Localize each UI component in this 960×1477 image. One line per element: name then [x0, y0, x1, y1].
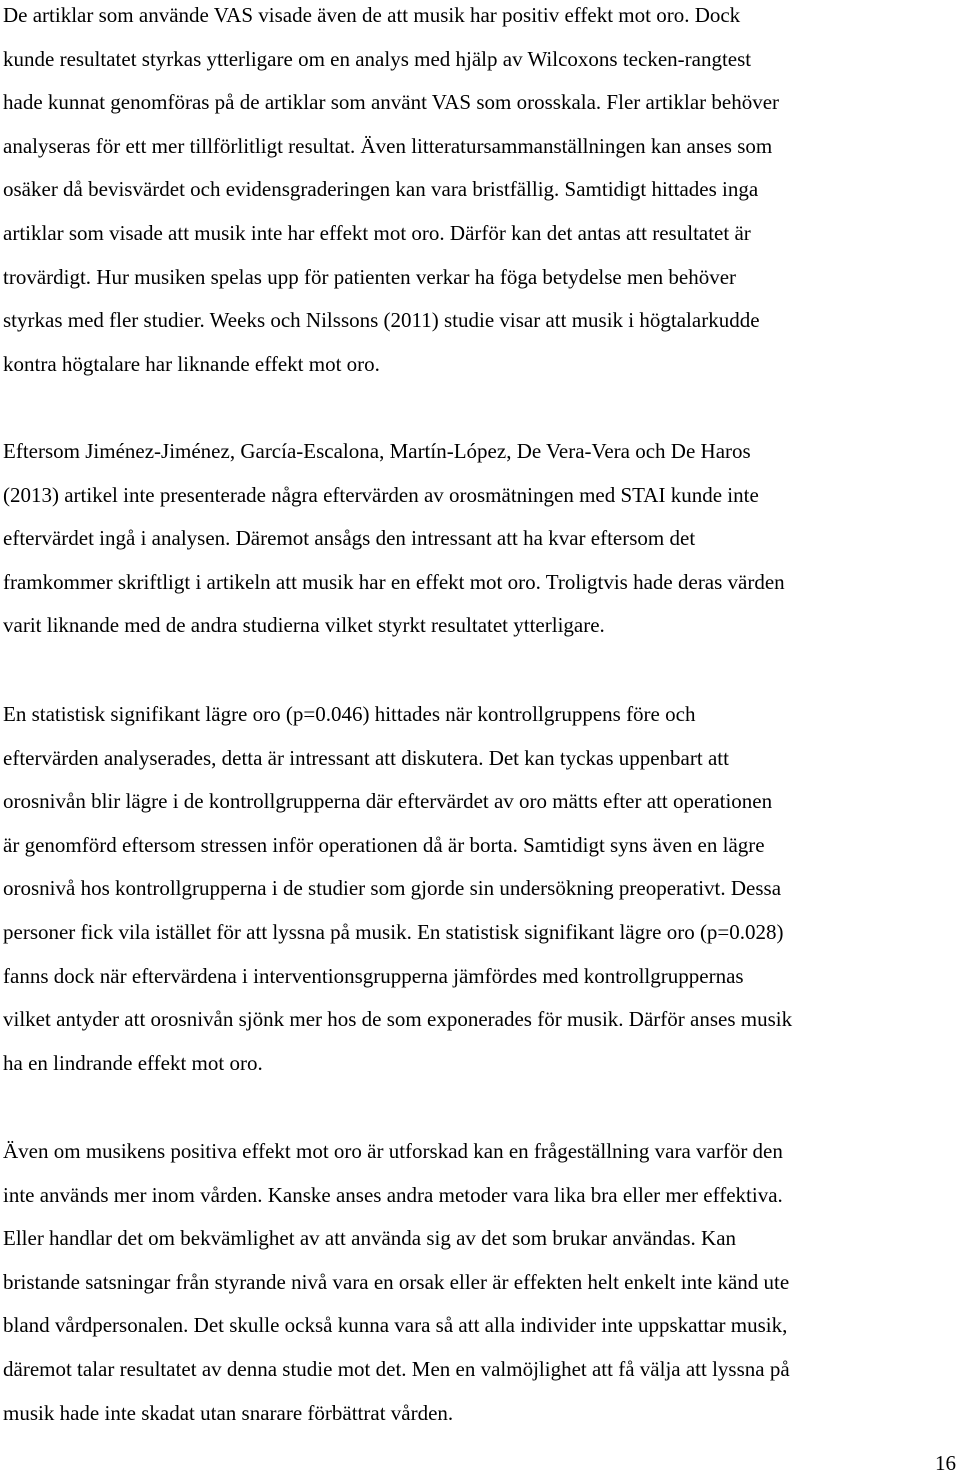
text-line: eftervärdet ingå i analysen. Däremot ansågs den intressant att ha kvar eftersom det — [3, 526, 696, 551]
text-line: osäker då bevisvärdet och evidensgraderingen kan vara bristfällig. Samtidigt hittades inga — [3, 177, 759, 202]
text-line: fanns dock när eftervärdena i interventionsgrupperna jämfördes med kontrollgruppernas — [3, 963, 744, 988]
text-line: orosnivå hos kontrollgrupperna i de studier som gjorde sin undersökning preoperativt. Dessa — [3, 876, 782, 901]
text-line: orosnivån blir lägre i de kontrollgrupperna där eftervärdet av oro mätts efter att operationen — [3, 789, 773, 814]
text-line: inte används mer inom vården. Kanske anses andra metoder vara lika bra eller mer effektiva. — [3, 1182, 783, 1207]
text-line: trovärdigt. Hur musiken spelas upp för patienten verkar ha föga betydelse men behöver — [3, 264, 737, 289]
text-line: De artiklar som använde VAS visade även de att musik har positiv effekt mot oro. Dock — [3, 3, 741, 27]
text-line: analyseras för ett mer tillförlitligt resultat. Även litteratursammanställningen kan anses som — [3, 133, 773, 158]
text-line: bland vårdpersonalen. Det skulle också kunna vara så att alla individer inte uppskattar musik, — [3, 1313, 788, 1338]
text-line: Även om musikens positiva effekt mot oro är utforskad kan en frågeställning vara varför den — [3, 1139, 783, 1163]
text-line: eftervärden analyserades, detta är intressant att diskutera. Det kan tyckas uppenbart att — [3, 745, 729, 770]
text-line: artiklar som visade att musik inte har effekt mot oro. Därför kan det antas att resultatet är — [3, 220, 751, 245]
text-line: musik hade inte skadat utan snarare förbättrat vården. — [3, 1400, 454, 1425]
paragraph-2 — [3, 430, 785, 648]
text-line: är genomförd eftersom stressen inför operationen då är borta. Samtidigt syns även en lägre — [3, 832, 765, 857]
text-line: kunde resultatet styrkas ytterligare om en analys med hjälp av Wilcoxons tecken-rangtest — [3, 46, 752, 71]
text-line: vilket antyder att orosnivån sjönk mer hos de som exponerades för musik. Därför anses musik — [3, 1007, 793, 1032]
text-line: kontra högtalare har liknande effekt mot oro. — [3, 351, 380, 376]
text-line: varit liknande med de andra studierna vilket styrkt resultatet ytterligare. — [3, 613, 605, 638]
paragraph-3 — [3, 693, 792, 1085]
text-line: bristande satsningar från styrande nivå vara en orsak eller är effekten helt enkelt inte känd ute — [3, 1269, 790, 1294]
text-line: En statistisk signifikant lägre oro (p=0.046) hittades när kontrollgruppens före och — [3, 702, 696, 726]
paragraph-4 — [3, 1130, 790, 1435]
text-line: styrkas med fler studier. Weeks och Nilssons (2011) studie visar att musik i högtalarkudde — [3, 308, 760, 333]
text-line: ha en lindrande effekt mot oro. — [3, 1050, 263, 1075]
text-line: framkommer skriftligt i artikeln att musik har en effekt mot oro. Troligtvis hade deras värden — [3, 569, 785, 594]
text-line: däremot talar resultatet av denna studie mot det. Men en valmöjlighet att få välja att lyssna på — [3, 1356, 790, 1381]
text-line: personer fick vila istället för att lyssna på musik. En statistisk signifikant lägre oro (p=0.028) — [3, 919, 784, 944]
text-line: (2013) artikel inte presenterade några eftervärden av orosmätningen med STAI kunde inte — [3, 482, 759, 507]
paragraph-1 — [3, 0, 779, 386]
page-number: 16 — [935, 1451, 956, 1475]
text-line: Eftersom Jiménez-Jiménez, García-Escalona, Martín-López, De Vera-Vera och De Haros — [3, 439, 751, 463]
text-line: hade kunnat genomföras på de artiklar som använt VAS som orosskala. Fler artiklar behöver — [3, 90, 780, 115]
text-line: Eller handlar det om bekvämlighet av att använda sig av det som brukar användas. Kan — [3, 1226, 737, 1251]
